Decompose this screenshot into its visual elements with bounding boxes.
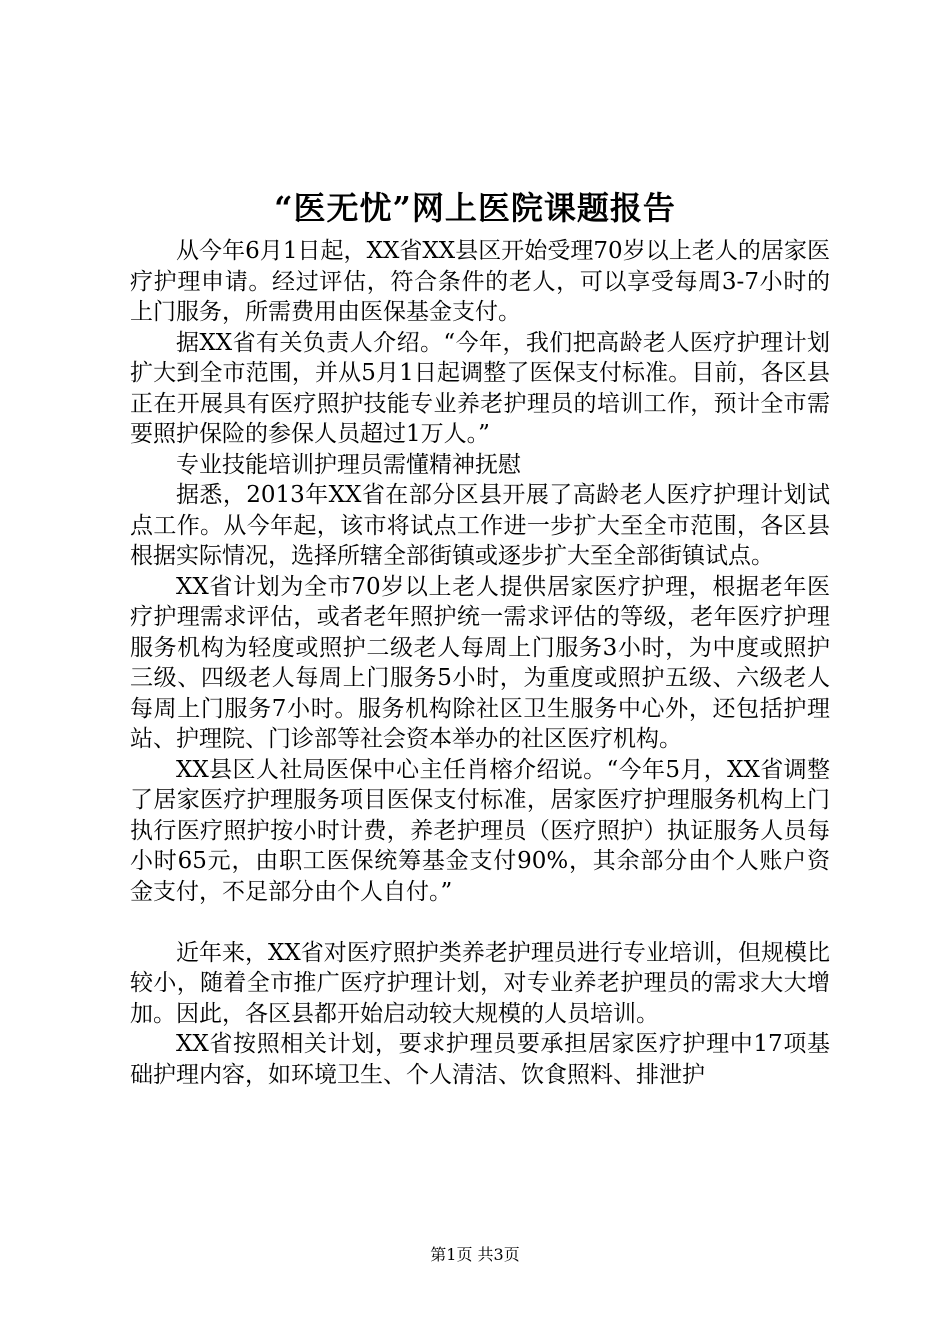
blank-line <box>130 907 830 938</box>
paragraph-5: XX县区人社局医保中心主任肖榕介绍说。“今年5月，XX省调整了居家医疗护理服务项目医保支付标准，居家医疗护理服务机构上门执行医疗照护按小时计费，养老护理员（医疗照护）执证服务人员每小时65元，由职工医保统筹基金支付90%，其余部分由个人账户资金支付，不足部分由个人自付。” <box>130 756 830 905</box>
paragraph-2: 据XX省有关负责人介绍。“今年，我们把高龄老人医疗护理计划扩大到全市范围，并从5月1日起调整了医保支付标准。目前，各区县正在开展具有医疗照护技能专业养老护理员的培训工作，预计全市需要照护保险的参保人员超过1万人。” <box>130 329 830 447</box>
document-title: “医无忧”网上医院课题报告 <box>274 189 676 227</box>
section-heading: 专业技能培训护理员需懂精神抚慰 <box>176 451 521 478</box>
paragraph-7: XX省按照相关计划，要求护理员要承担居家医疗护理中17项基础护理内容，如环境卫生、个人清洁、饮食照料、排泄护 <box>130 1031 830 1088</box>
page-number-footer: 第1页 共3页 <box>430 1245 520 1264</box>
paragraph-4: XX省计划为全市70岁以上老人提供居家医疗护理，根据老年医疗护理需求评估，或者老年照护统一需求评估的等级，老年医疗护理服务机构为轻度或照护二级老人每周上门服务3小时，为中度或照护三级、四级老人每周上门服务5小时，为重度或照护五级、六级老人每周上门服务7小时。服务机构除社区卫生服务中心外，还包括护理站、护理院、门诊部等社会资本举办的社区医疗机构。 <box>130 573 830 752</box>
paragraph-1: 从今年6月1日起，XX省XX县区开始受理70岁以上老人的居家医疗护理申请。经过评估，符合条件的老人，可以享受每周3-7小时的上门服务，所需费用由医保基金支付。 <box>130 238 830 325</box>
paragraph-3: 据悉，2013年XX省在部分区县开展了高龄老人医疗护理计划试点工作。从今年起，该市将试点工作进一步扩大至全市范围，各区县根据实际情况，选择所辖全部街镇或逐步扩大至全部街镇试点。 <box>130 482 830 569</box>
document-body <box>130 236 830 1090</box>
paragraph-6: 近年来，XX省对医疗照护类养老护理员进行专业培训，但规模比较小，随着全市推广医疗护理计划，对专业养老护理员的需求大大增加。因此，各区县都开始启动较大规模的人员培训。 <box>130 939 830 1027</box>
